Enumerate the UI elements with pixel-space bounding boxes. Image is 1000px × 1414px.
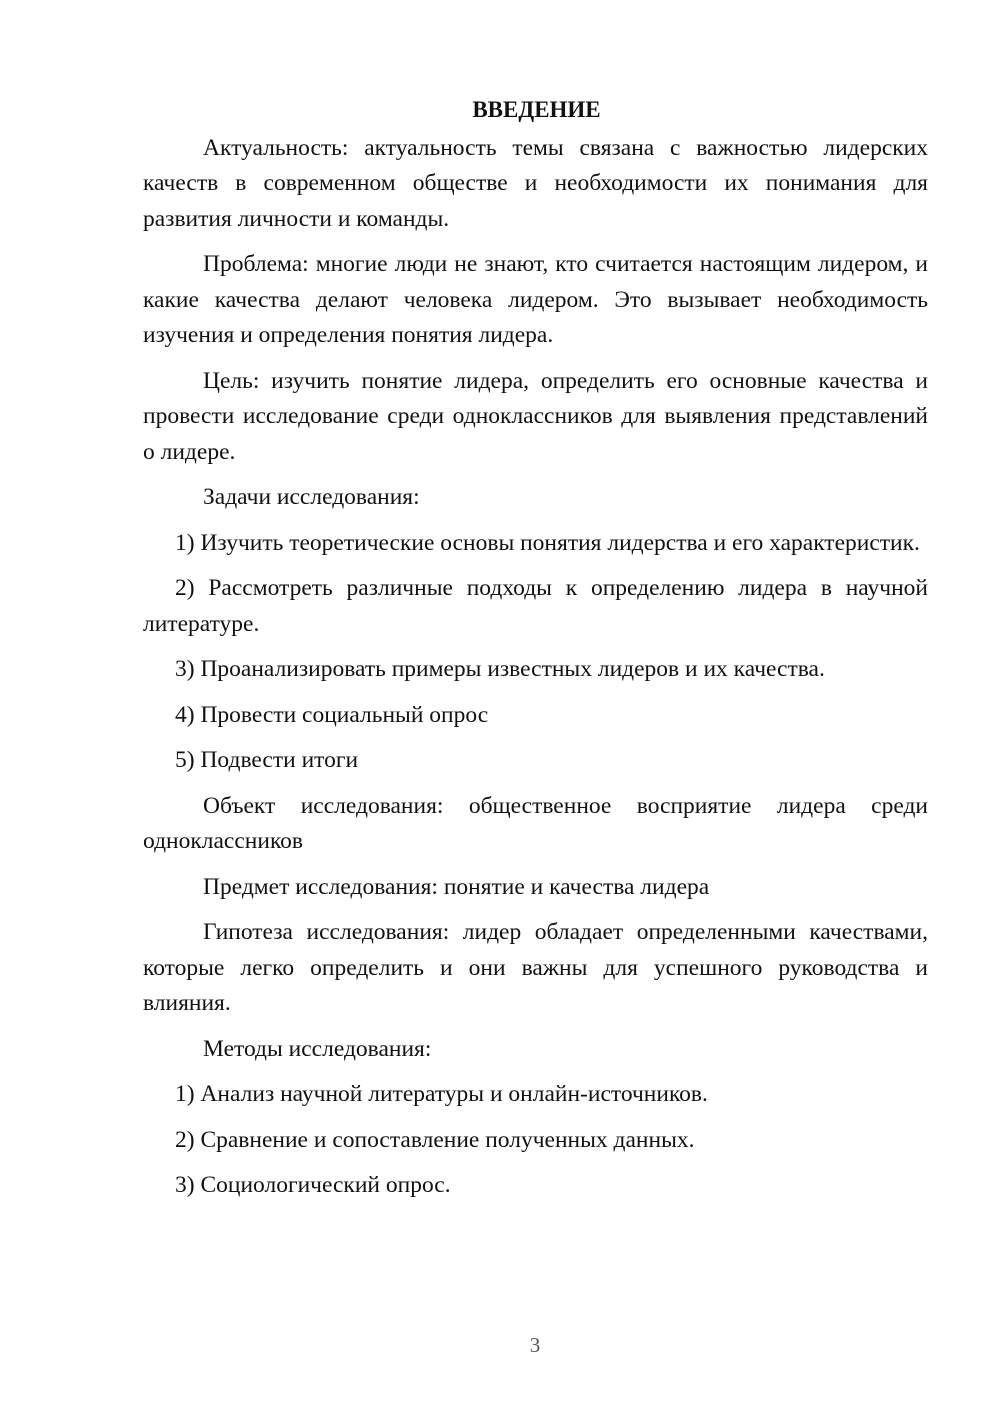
subject-paragraph: Предмет исследования: понятие и качества лидера — [203, 873, 710, 900]
task-item: 3) Проанализировать примеры известных лидеров и их качества. — [175, 656, 825, 682]
task-item: 1) Изучить теоретические основы понятия лидерства и его характеристик. — [175, 529, 920, 556]
document-body — [143, 92, 928, 1214]
object-paragraph: Объект исследования: общественное восприятие лидера среди одноклассников — [143, 792, 928, 854]
task-item: 4) Провести социальный опрос — [175, 701, 489, 728]
tasks-heading: Задачи исследования: — [203, 484, 420, 510]
method-item: 2) Сравнение и сопоставление полученных данных. — [175, 1126, 695, 1153]
goal-paragraph: Цель: изучить понятие лидера, определить его основные качества и провести исследование среди одноклассников для выявления представлений о лидере. — [143, 367, 928, 465]
methods-heading: Методы исследования: — [203, 1035, 432, 1062]
relevance-paragraph: Актуальность: актуальность темы связана с важностью лидерских качеств в современном обществе и необходимости их понимания для развития личности и команды. — [143, 134, 928, 232]
page-title: ВВЕДЕНИЕ — [472, 97, 601, 122]
method-item: 1) Анализ научной литературы и онлайн-источников. — [175, 1081, 708, 1107]
task-item: 2) Рассмотреть различные подходы к определению лидера в научной литературе. — [143, 575, 928, 637]
problem-paragraph: Проблема: многие люди не знают, кто считается настоящим лидером, и какие качества делают человека лидером. Это вызывает необходимость изучения и определения понятия лидера. — [143, 251, 928, 348]
page-number: 3 — [529, 1333, 541, 1357]
method-item: 3) Социологический опрос. — [175, 1172, 451, 1198]
task-item: 5) Подвести итоги — [175, 747, 359, 773]
hypothesis-paragraph: Гипотеза исследования: лидер обладает определенными качествами, которые легко определить и они важны для успешного руководства и влияния. — [143, 919, 928, 1016]
